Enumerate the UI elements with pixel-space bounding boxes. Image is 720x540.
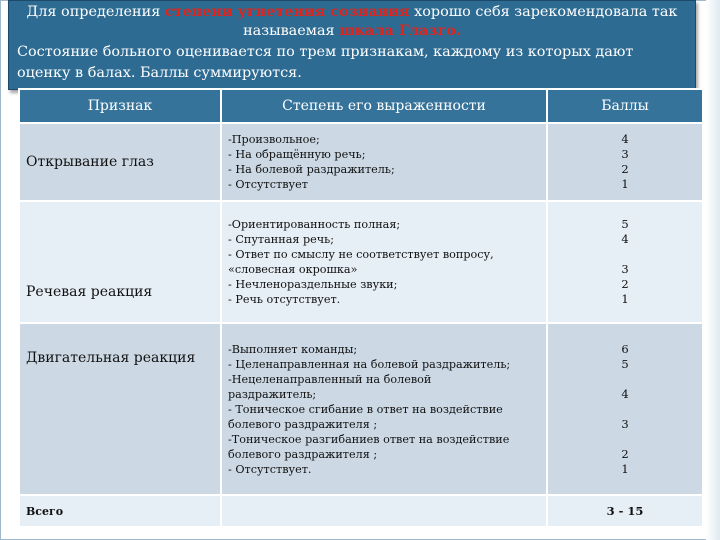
column-header-points: Баллы [547,89,703,123]
intro-line-4: оценку в балах. Баллы суммируются. [17,65,302,81]
highlight-consciousness: степени угнетения сознания [164,3,410,20]
total-label: Всего [19,495,221,527]
highlight-glasgow-scale: шкала Глазго. [339,22,461,39]
intro-line-3: Состояние больного оценивается по трем признакам, каждому из которых дают [17,44,634,60]
table-row [19,123,703,201]
total-value: 3 - 15 [547,495,703,527]
table-header-row [19,89,703,123]
intro-line-1: Для определения степени угнетения сознания хорошо себя зарекомендовала так [26,3,678,20]
intro-line-2: называемая шкала Глазго. [243,22,461,39]
total-empty-cell [221,495,547,527]
row-sign-motor: Двигательная реакция [19,323,221,495]
row-description: -Ориентированность полная; - Спутанная речь; - Ответ по смыслу не соответствует вопросу, «словесная окрошка» - Нечленораздельные звуки; - Речь отсутствует. [221,201,547,323]
table-total-row [19,495,703,527]
column-header-sign: Признак [19,89,221,123]
row-sign-speech: Речевая реакция [19,201,221,323]
table-row [19,323,703,495]
slide-side-gradient [706,0,720,540]
row-description: -Произвольное; - На обращённую речь; - На болевой раздражитель; - Отсутствует [221,123,547,201]
row-points: 5 4 3 2 1 [547,201,703,323]
row-points: 4 3 2 1 [547,123,703,201]
intro-header [8,0,696,90]
row-points: 6 5 4 3 2 1 [547,323,703,495]
glasgow-scale-table [18,88,704,528]
row-description: -Выполняет команды; - Целенаправленная на болевой раздражитель; -Нецеленаправленный на болевой раздражитель; - Тоническое сгибание в ответ на воздействие болевого раздражителя ; -Тоническое разгибаниев ответ на воздействие болевого раздражителя ; - Отсутствует. [221,323,547,495]
row-sign-eyes: Открывание глаз [19,123,221,201]
column-header-degree: Степень его выраженности [221,89,547,123]
table-row [19,201,703,323]
